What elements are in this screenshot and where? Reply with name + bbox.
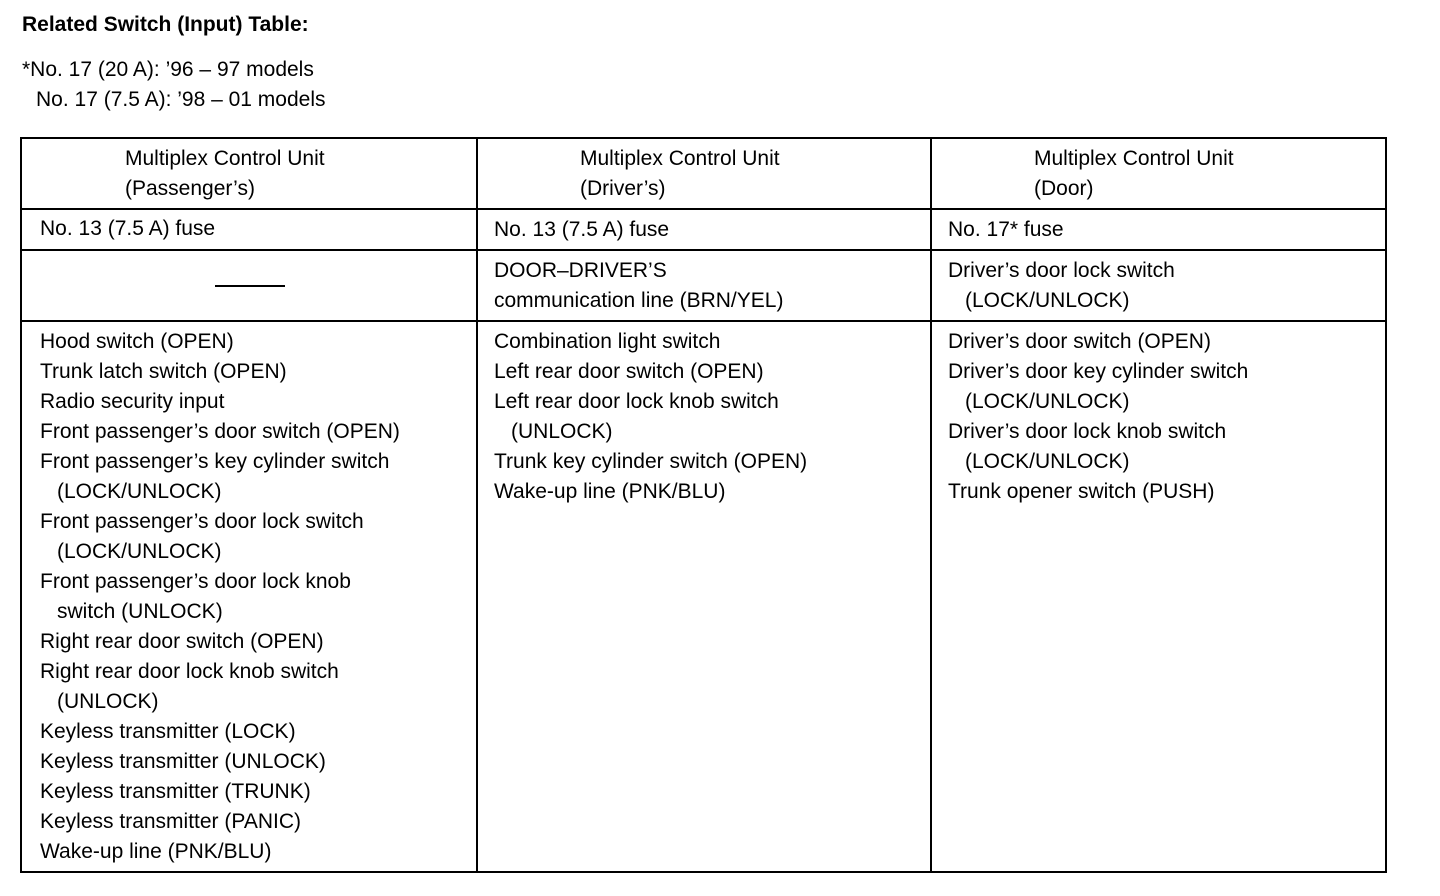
fuse-note-1: *No. 17 (20 A): ’96 – 97 models [22,58,314,81]
list-item: (LOCK/UNLOCK) [965,450,1130,473]
fuse-cell-door: No. 17* fuse [948,218,1064,241]
communication-line: (LOCK/UNLOCK) [965,289,1130,312]
communication-line: Driver’s door lock switch [948,259,1175,282]
list-item: Wake-up line (PNK/BLU) [494,480,726,503]
list-item: Keyless transmitter (LOCK) [40,720,296,743]
list-item: Front passenger’s key cylinder switch [40,450,390,473]
list-item: Keyless transmitter (PANIC) [40,810,301,833]
list-item: Trunk key cylinder switch (OPEN) [494,450,808,473]
column-header-passenger [125,144,325,204]
list-item: Keyless transmitter (UNLOCK) [40,750,326,773]
header-line: Multiplex Control Unit [1034,147,1234,170]
list-item: Trunk opener switch (PUSH) [948,480,1215,503]
list-item: Left rear door lock knob switch [494,390,779,413]
list-item: (LOCK/UNLOCK) [965,390,1130,413]
input-list-door [948,327,1248,507]
list-item: Wake-up line (PNK/BLU) [40,840,272,863]
list-item: Trunk latch switch (OPEN) [40,360,287,383]
list-item: Keyless transmitter (TRUNK) [40,780,311,803]
input-list-passenger [40,327,400,867]
list-item: (LOCK/UNLOCK) [57,480,222,503]
header-line: Multiplex Control Unit [580,147,780,170]
header-line: Multiplex Control Unit [125,147,325,170]
fuse-cell-driver: No. 13 (7.5 A) fuse [494,218,670,241]
column-header-driver [580,144,780,204]
list-item: switch (UNLOCK) [57,600,223,623]
list-item: (UNLOCK) [511,420,613,443]
row-divider [22,208,1385,210]
fuse-note-2: No. 17 (7.5 A): ’98 – 01 models [36,88,326,111]
empty-cell-dash [215,285,285,287]
communication-cell-driver [494,256,783,316]
list-item: Front passenger’s door lock knob [40,570,351,593]
related-switch-table [20,137,1387,873]
header-line: (Passenger’s) [125,177,255,200]
header-line: (Driver’s) [580,177,666,200]
list-item: Left rear door switch (OPEN) [494,360,764,383]
list-item: Driver’s door lock knob switch [948,420,1227,443]
communication-line: communication line (BRN/YEL) [494,289,784,312]
list-item: (LOCK/UNLOCK) [57,540,222,563]
row-divider [22,249,1385,251]
input-list-driver [494,327,807,507]
list-item: Front passenger’s door switch (OPEN) [40,420,400,443]
page-title: Related Switch (Input) Table: [22,13,309,36]
list-item: Driver’s door switch (OPEN) [948,330,1211,353]
row-divider [22,320,1385,322]
communication-cell-door [948,256,1175,316]
list-item: Right rear door switch (OPEN) [40,630,324,653]
list-item: Hood switch (OPEN) [40,330,234,353]
list-item: Front passenger’s door lock switch [40,510,364,533]
column-header-door [1034,144,1234,204]
header-line: (Door) [1034,177,1094,200]
fuse-cell-passenger: No. 13 (7.5 A) fuse [40,217,216,240]
communication-line: DOOR–DRIVER’S [494,259,667,282]
list-item: (UNLOCK) [57,690,159,713]
list-item: Radio security input [40,390,225,413]
list-item: Right rear door lock knob switch [40,660,339,683]
list-item: Combination light switch [494,330,721,353]
list-item: Driver’s door key cylinder switch [948,360,1249,383]
